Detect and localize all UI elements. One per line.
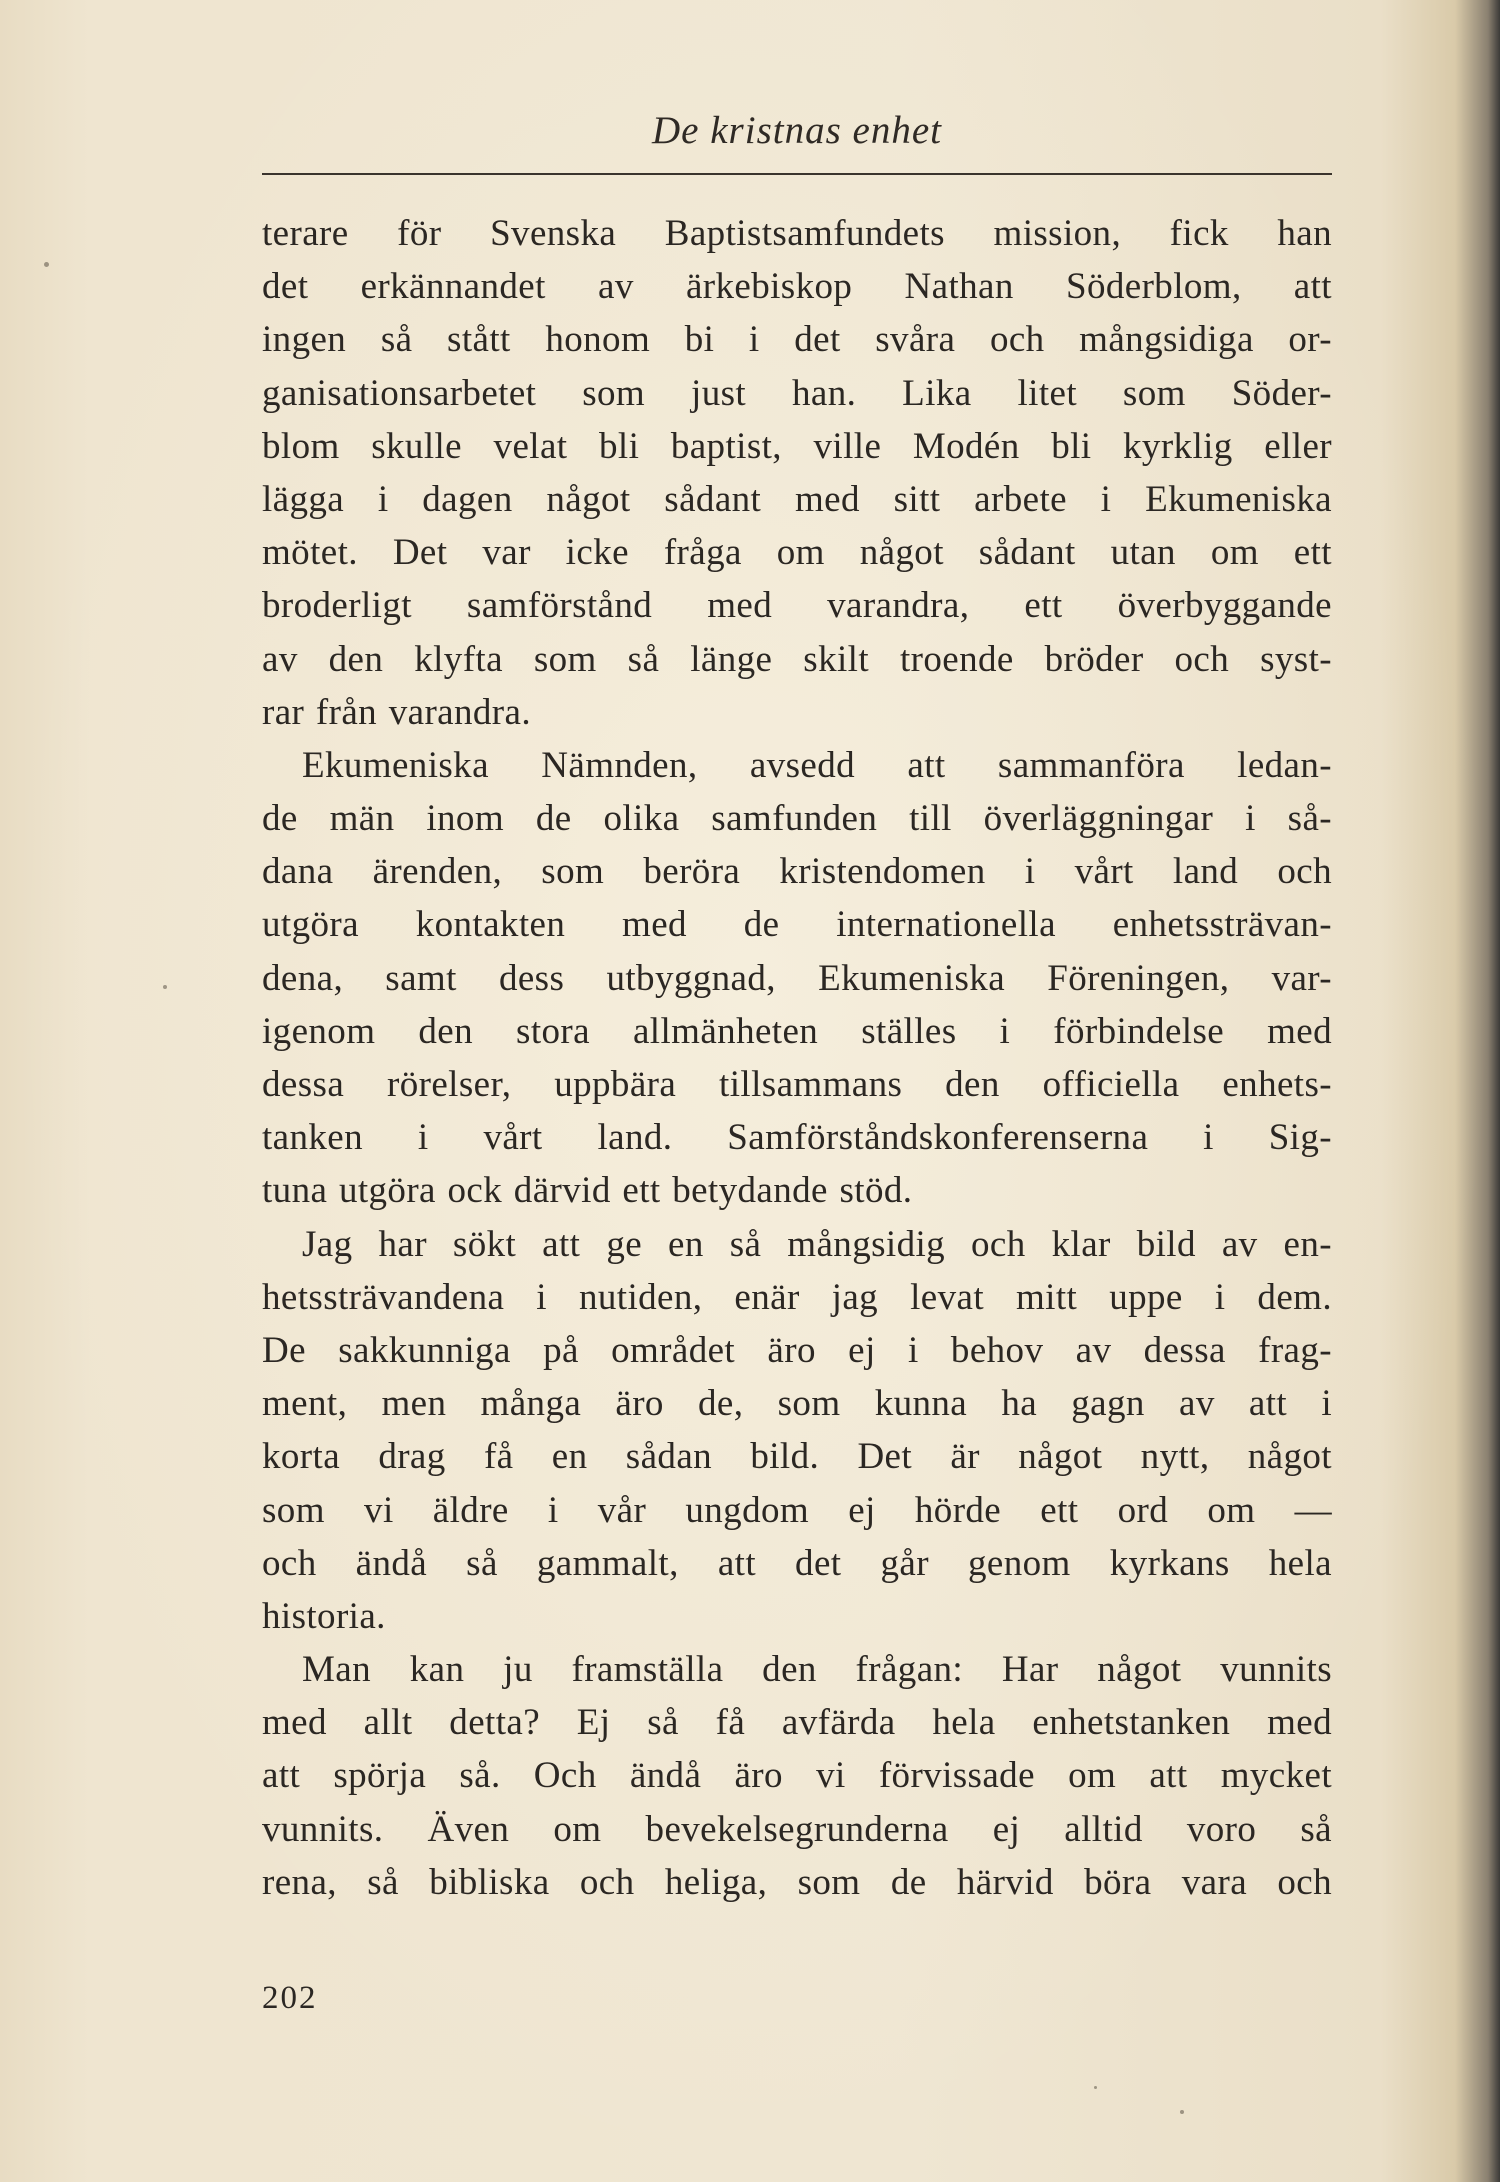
text-line: de män inom de olika samfunden till överläggningar i så- [262, 798, 1332, 840]
text-line: De sakkunniga på området äro ej i behov av dessa frag- [262, 1329, 1332, 1371]
text-line: utgöra kontakten med de internationella enhetssträvan- [262, 904, 1332, 946]
text-line: med allt detta? Ej så få avfärda hela enhetstanken med [262, 1702, 1332, 1744]
paper-speck [1094, 2086, 1097, 2089]
text-line: det erkännandet av ärkebiskop Nathan Söderblom, att [262, 266, 1332, 308]
paper-speck [44, 262, 49, 267]
text-line: Jag har sökt att ge en så mångsidig och klar bild av en- [302, 1223, 1332, 1265]
text-line: hetssträvandena i nutiden, enär jag levat mitt uppe i dem. [262, 1276, 1332, 1318]
text-line: broderligt samförstånd med varandra, ett överbyggande [262, 585, 1332, 627]
text-line: tanken i vårt land. Samförståndskonferenserna i Sig- [262, 1117, 1332, 1159]
text-line: terare för Svenska Baptistsamfundets mission, fick han [262, 213, 1332, 254]
text-line: och ändå så gammalt, att det går genom kyrkans hela [262, 1542, 1332, 1584]
paper-speck [1180, 2110, 1184, 2114]
text-line: av den klyfta som så länge skilt troende bröder och syst- [262, 638, 1332, 680]
text-line: rar från varandra. [262, 691, 531, 733]
text-line: tuna utgöra ock därvid ett betydande stöd. [262, 1170, 913, 1212]
page-number: 202 [262, 1980, 318, 2016]
running-header: De kristnas enhet [652, 109, 942, 152]
text-line: mötet. Det var icke fråga om något sådant utan om ett [262, 532, 1332, 574]
text-line: ingen så stått honom bi i det svåra och mångsidiga or- [262, 319, 1332, 361]
paper-speck [163, 985, 167, 989]
text-line: vunnits. Även om bevekelsegrunderna ej alltid voro så [262, 1808, 1332, 1850]
text-line: rena, så bibliska och heliga, som de härvid böra vara och [262, 1861, 1332, 1903]
text-line: ganisationsarbetet som just han. Lika litet som Söder- [262, 372, 1332, 414]
text-line: lägga i dagen något sådant med sitt arbete i Ekumeniska [262, 478, 1332, 520]
header-rule [262, 173, 1332, 175]
text-line: som vi äldre i vår ungdom ej hörde ett ord om — [262, 1489, 1332, 1531]
text-line: igenom den stora allmänheten ställes i förbindelse med [262, 1010, 1332, 1052]
text-line: blom skulle velat bli baptist, ville Modén bli kyrklig eller [262, 425, 1332, 467]
text-line: dessa rörelser, uppbära tillsammans den officiella enhets- [262, 1064, 1332, 1105]
body-text [262, 207, 1332, 1909]
text-line: historia. [262, 1595, 386, 1637]
text-line: att spörja så. Och ändå äro vi förvissade om att mycket [262, 1755, 1332, 1797]
text-line: dana ärenden, som beröra kristendomen i vårt land och [262, 851, 1332, 893]
text-line: dena, samt dess utbyggnad, Ekumeniska Föreningen, var- [262, 957, 1332, 999]
text-line: Man kan ju framställa den frågan: Har något vunnits [302, 1649, 1332, 1691]
text-line: Ekumeniska Nämnden, avsedd att sammanföra ledan- [302, 744, 1332, 786]
text-line: ment, men många äro de, som kunna ha gagn av att i [262, 1383, 1332, 1425]
text-line: korta drag få en sådan bild. Det är något nytt, något [262, 1436, 1332, 1478]
